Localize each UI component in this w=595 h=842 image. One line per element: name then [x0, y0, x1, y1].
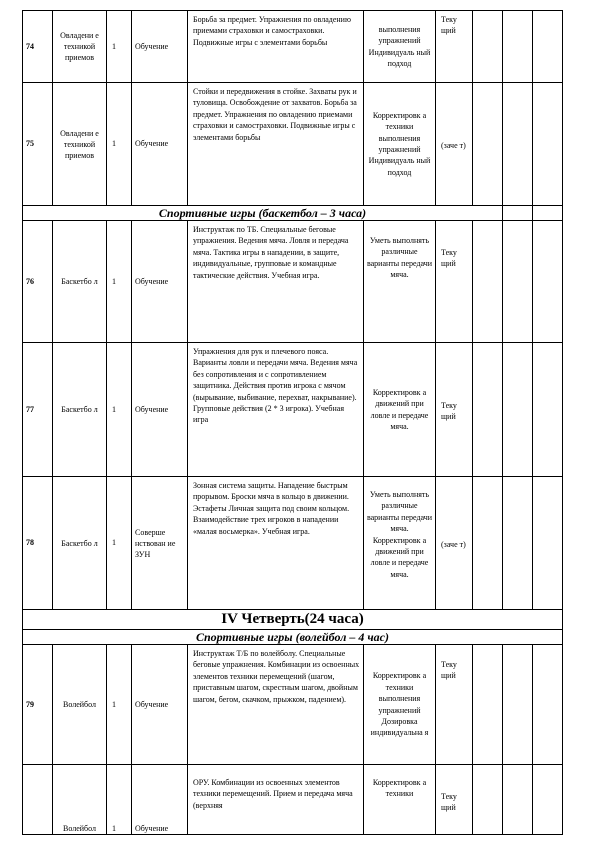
requirements: Уметь выполнять различные варианты передачи мяча.: [364, 221, 436, 343]
table-row: [23, 765, 563, 835]
table-row: [23, 221, 563, 343]
empty-cell: [473, 343, 503, 477]
lesson-content: Упражнения для рук и плечевого пояса. Варианты ловли и передачи мяча. Ведения мяча без сопротивления и с сопротивлением защитника. Действия против игрока с мячом (вырывание, выбивание, перехват, накрывание). Групповые действия (2 * 3 игрока). Учебная игра: [188, 343, 364, 477]
empty-cell: [503, 221, 533, 343]
hours-count: 1: [107, 11, 132, 83]
control-type: Теку щий: [436, 765, 473, 835]
lesson-number: 74: [23, 11, 53, 83]
lesson-number: 79: [23, 645, 53, 765]
lesson-theme: Волейбол: [53, 765, 107, 835]
hours-count: 1: [107, 221, 132, 343]
control-type: Теку щий: [436, 645, 473, 765]
requirements: Корректировк а техники выполнения упражнений Индивидуаль ный подход: [364, 83, 436, 206]
empty-cell: [503, 765, 533, 835]
hours-count: 1: [107, 477, 132, 610]
empty-cell: [503, 83, 533, 206]
empty-cell: [533, 645, 563, 765]
empty-cell: [503, 645, 533, 765]
lesson-type: Обучение: [132, 343, 188, 477]
lesson-plan-table: [22, 10, 563, 835]
lesson-theme: Волейбол: [53, 645, 107, 765]
lesson-content: Стойки и передвижения в стойке. Захваты рук и туловища. Освобождение от захватов. Борьба за предмет. Упражнения по овладению приемами страховки и самостраховки. Подвижные игры с элементами борьбы: [188, 83, 364, 206]
empty-cell: [533, 221, 563, 343]
lesson-theme: Овладени е техникой приемов: [53, 11, 107, 83]
lesson-content: Инструктаж Т/Б по волейболу. Специальные беговые упражнения. Комбинации из освоенных элементов техники перемещений (шагом, приставным шагом, скрестным шагом, двойным шагом, бегом, скачком, прыжком, падением).: [188, 645, 364, 765]
hours-count: 1: [107, 765, 132, 835]
empty-cell: [533, 343, 563, 477]
control-type: (заче т): [436, 477, 473, 610]
empty-cell: [473, 765, 503, 835]
lesson-theme: Баскетбо л: [53, 477, 107, 610]
lesson-content: ОРУ. Комбинации из освоенных элементов техники перемещений. Прием и передача мяча (верхняя: [188, 765, 364, 835]
empty-cell: [533, 83, 563, 206]
lesson-theme: Овладени е техникой приемов: [53, 83, 107, 206]
control-type: Теку щий: [436, 11, 473, 83]
requirements: Корректировк а техники выполнения упражнений Дозировка индивидуальна я: [364, 645, 436, 765]
empty-cell: [473, 645, 503, 765]
empty-cell: [503, 477, 533, 610]
section-row: [23, 206, 563, 221]
lesson-type: Обучение: [132, 645, 188, 765]
lesson-type: Обучение: [132, 11, 188, 83]
section-title-basketball: Спортивные игры (баскетбол – 3 часа): [23, 206, 503, 221]
empty-cell: [473, 83, 503, 206]
empty-cell: [533, 206, 563, 221]
lesson-theme: Баскетбо л: [53, 343, 107, 477]
section-row: [23, 630, 563, 645]
empty-cell: [473, 221, 503, 343]
requirements: Корректировк а техники: [364, 765, 436, 835]
lesson-number: 78: [23, 477, 53, 610]
hours-count: 1: [107, 645, 132, 765]
lesson-content: Зонная система защиты. Нападение быстрым прорывом. Броски мяча в кольцо в движении. Эстафеты Личная защита под своим кольцом. Взаимодействие трех игроков в нападении «малая восьмерка». Учебная игра.: [188, 477, 364, 610]
section-title-volleyball: Спортивные игры (волейбол – 4 час): [23, 630, 563, 645]
empty-cell: [533, 765, 563, 835]
lesson-type: Обучение: [132, 221, 188, 343]
control-type: (заче т): [436, 83, 473, 206]
requirements: Корректировк а движений при ловле и передаче мяча.: [364, 343, 436, 477]
lesson-number: 75: [23, 83, 53, 206]
table-row: [23, 645, 563, 765]
empty-cell: [503, 11, 533, 83]
table-row: [23, 343, 563, 477]
quarter-row: [23, 610, 563, 630]
lesson-type: Обучение: [132, 83, 188, 206]
lesson-theme: Баскетбо л: [53, 221, 107, 343]
table-row: [23, 83, 563, 206]
table-row: [23, 477, 563, 610]
quarter-title: IV Четверть(24 часа): [23, 610, 563, 630]
lesson-type: Соверше нствован ие ЗУН: [132, 477, 188, 610]
control-type: Теку щий: [436, 343, 473, 477]
empty-cell: [533, 11, 563, 83]
lesson-number: [23, 765, 53, 835]
lesson-content: Инструктаж по ТБ. Специальные беговые упражнения. Ведения мяча. Ловля и передача мяча. Тактика игры в нападении, в защите, индивидуальные, групповые и командные тактические действия. Учебная игра.: [188, 221, 364, 343]
lesson-number: 77: [23, 343, 53, 477]
lesson-content: Борьба за предмет. Упражнения по овладению приемами страховки и самостраховки. Подвижные игры с элементами борьбы: [188, 11, 364, 83]
empty-cell: [473, 11, 503, 83]
lesson-number: 76: [23, 221, 53, 343]
lesson-type: Обучение: [132, 765, 188, 835]
empty-cell: [503, 343, 533, 477]
table-row: [23, 11, 563, 83]
empty-cell: [503, 206, 533, 221]
control-type: Теку щий: [436, 221, 473, 343]
hours-count: 1: [107, 343, 132, 477]
requirements: Уметь выполнять различные варианты передачи мяча. Корректировк а движений при ловле и передаче мяча.: [364, 477, 436, 610]
requirements: выполнения упражнений Индивидуаль ный подход: [364, 11, 436, 83]
empty-cell: [533, 477, 563, 610]
hours-count: 1: [107, 83, 132, 206]
empty-cell: [473, 477, 503, 610]
